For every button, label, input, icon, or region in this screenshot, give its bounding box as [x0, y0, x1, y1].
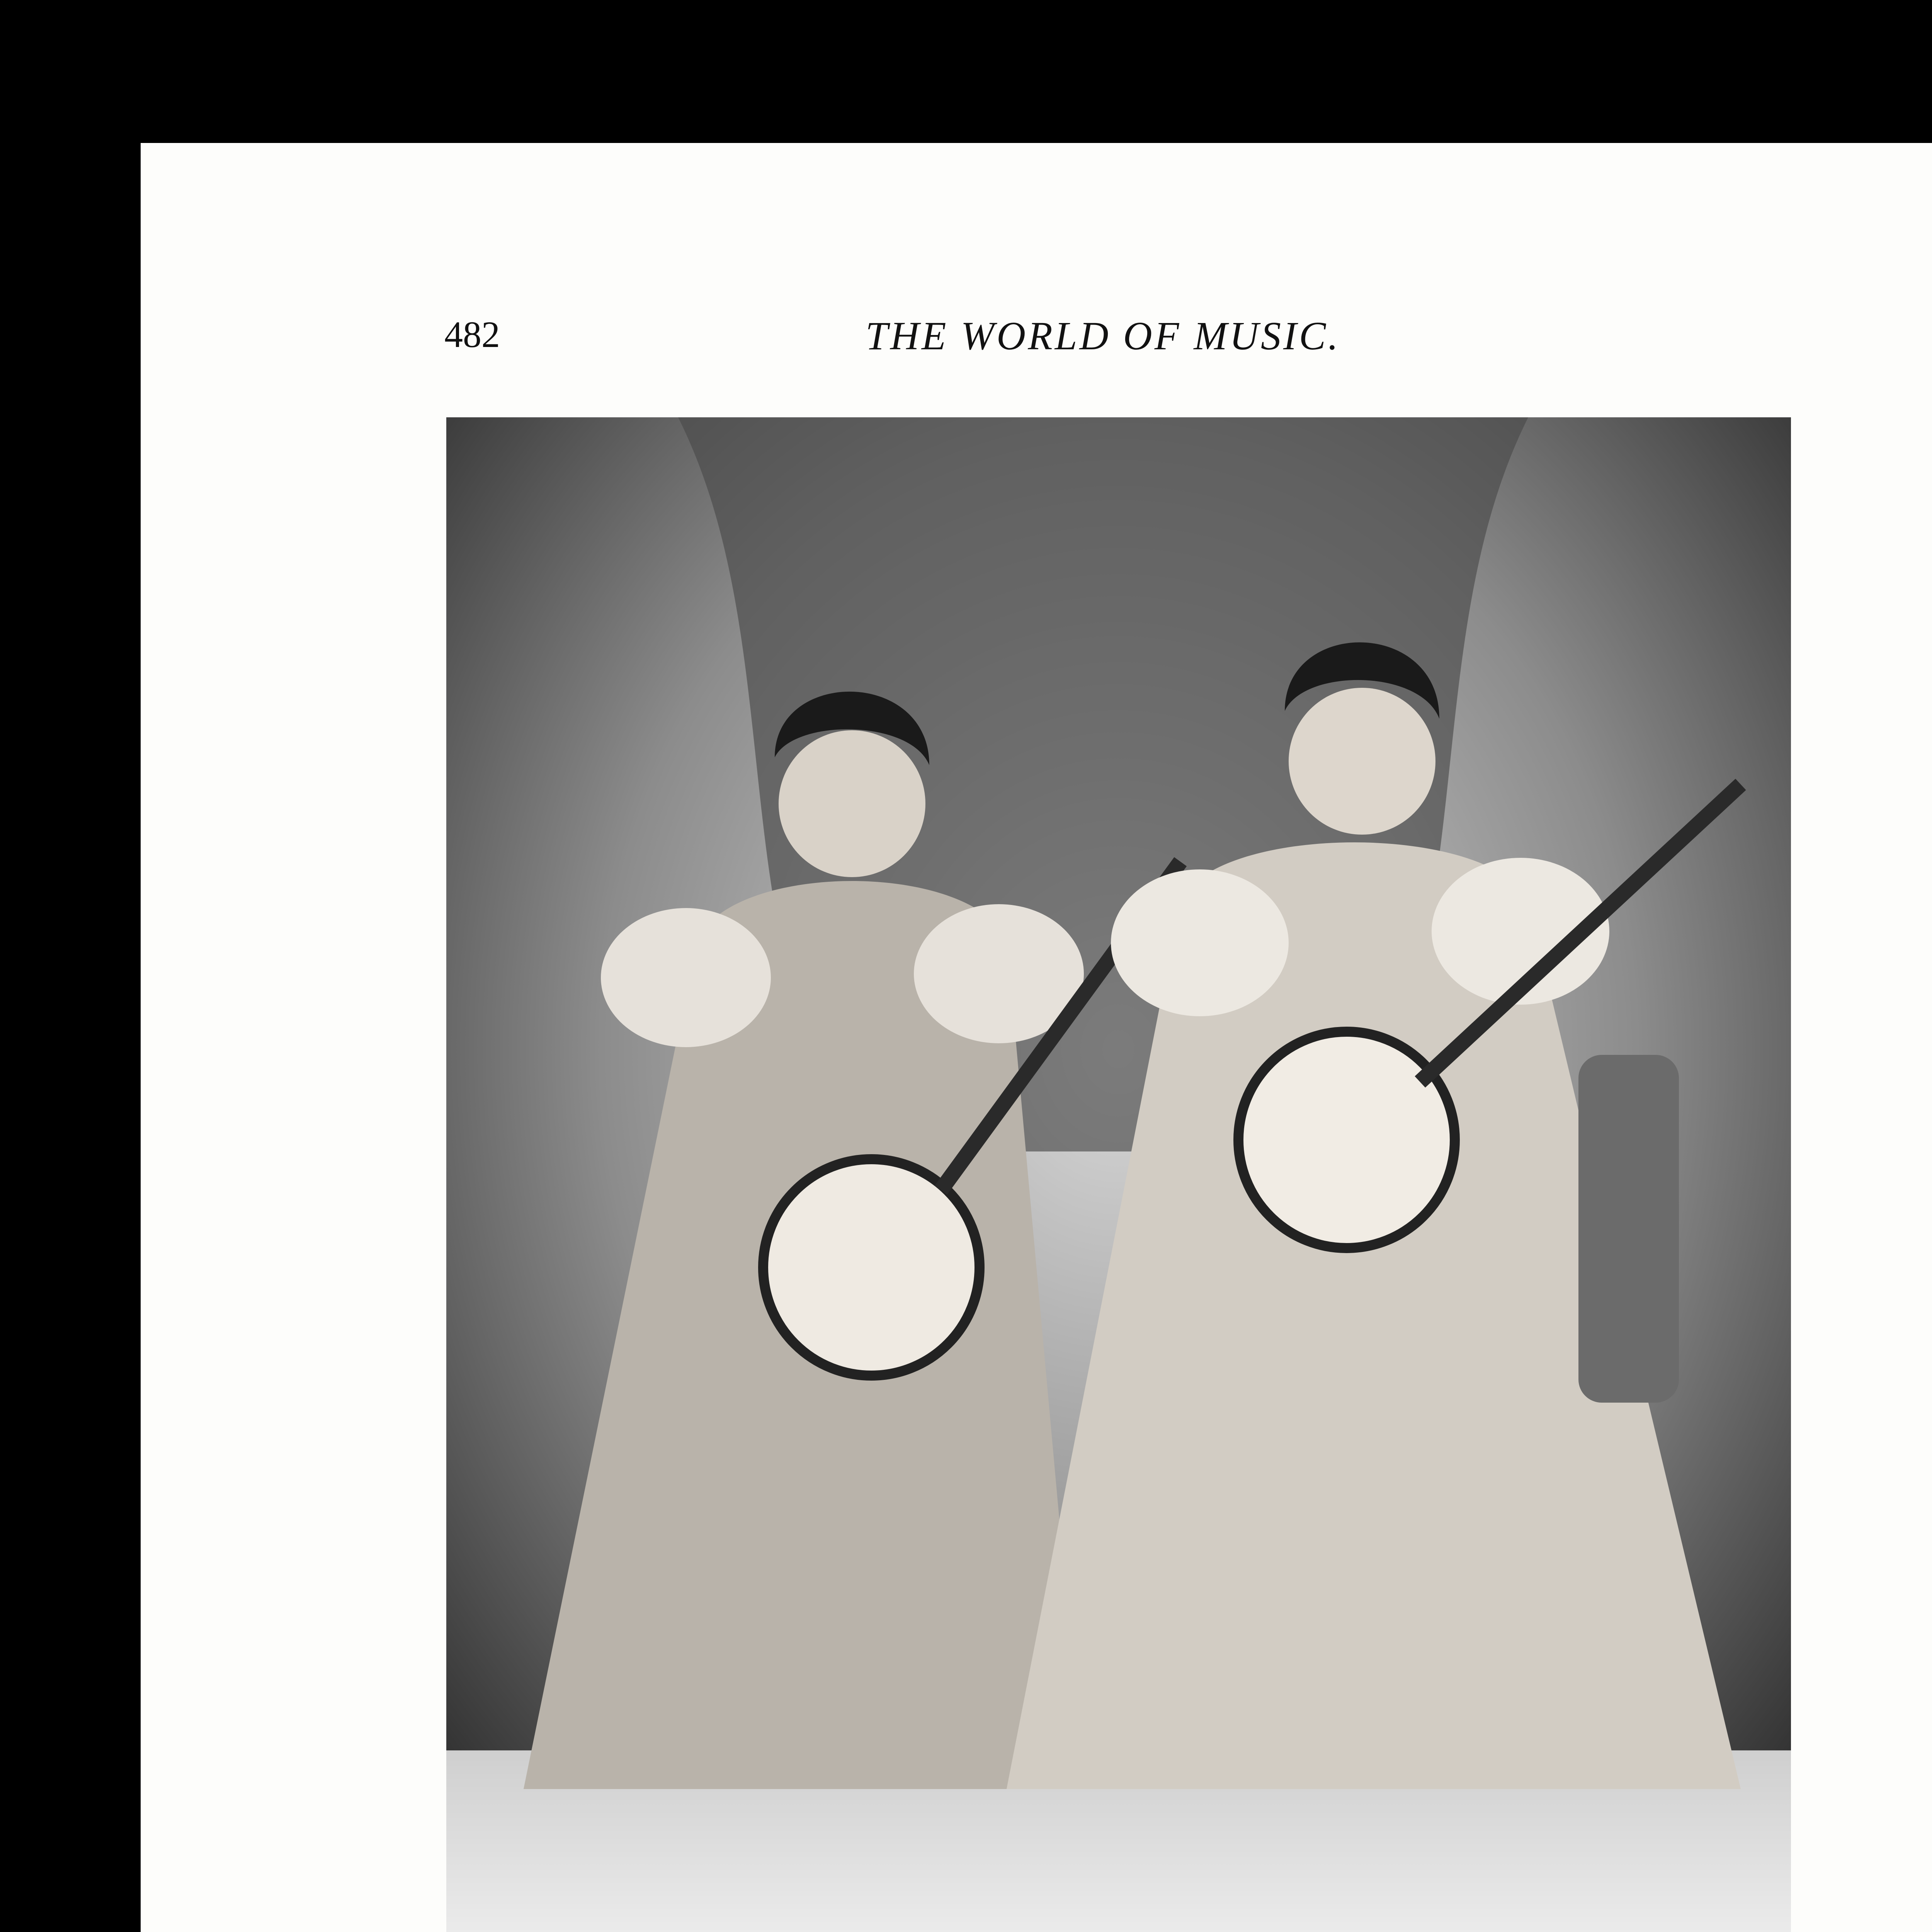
page-number: 482 [444, 314, 500, 355]
photo-illustration [446, 417, 1791, 1932]
running-head [444, 313, 1797, 359]
photograph-misses-leech [446, 417, 1791, 1932]
journal-title: THE WORLD OF MUSIC. [866, 314, 1341, 358]
